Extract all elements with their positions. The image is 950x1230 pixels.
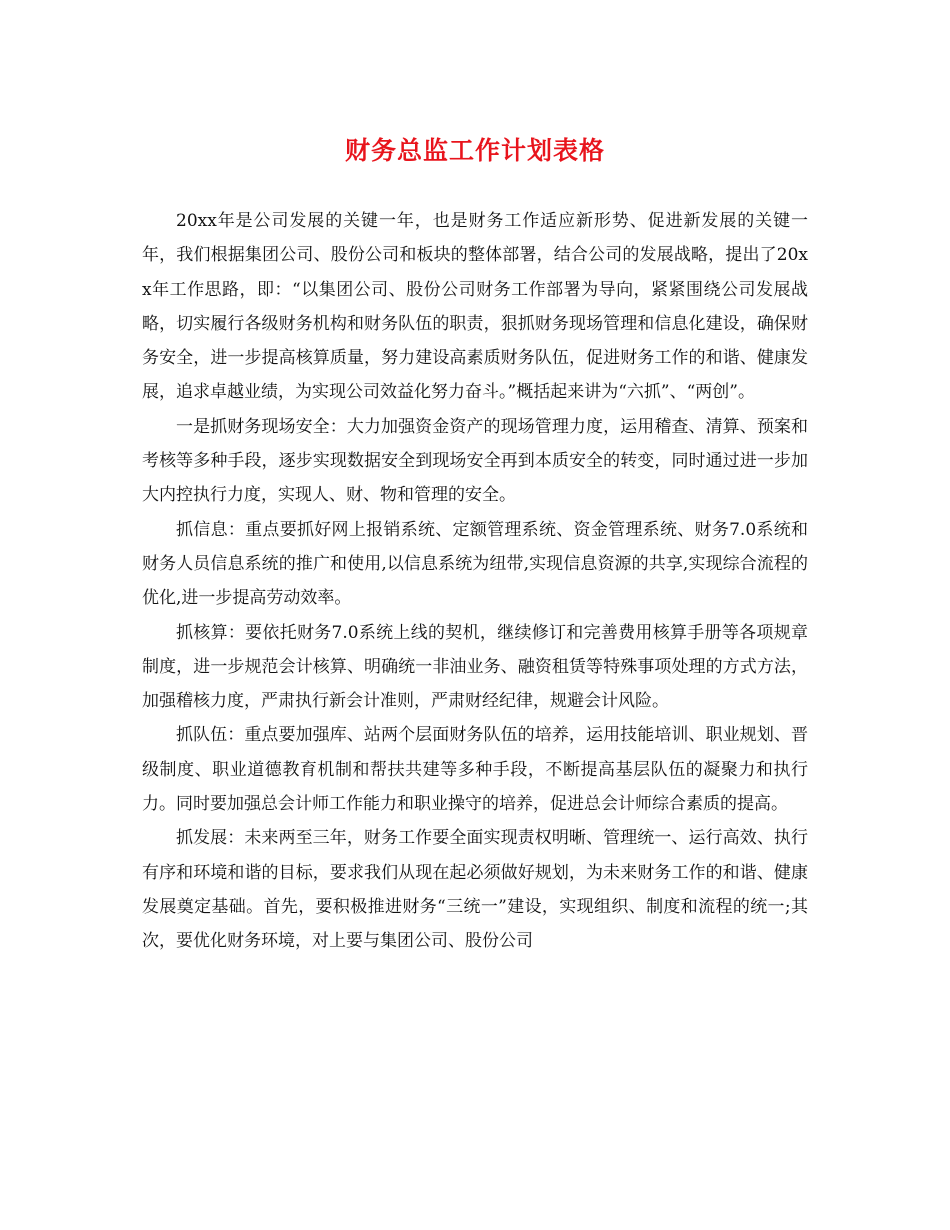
paragraph-team: 抓队伍：重点要加强库、站两个层面财务队伍的培养，运用技能培训、职业规划、晋级制度、职业道德教育机制和帮扶共建等多种手段，不断提高基层队伍的凝聚力和执行力。同时要加强总会计师工作能力和职业操守的培养，促进总会计师综合素质的提高。 xyxy=(142,725,808,815)
paragraph-accounting: 抓核算：要依托财务7.0系统上线的契机，继续修订和完善费用核算手册等各项规章制度，进一步规范会计核算、明确统一非油业务、融资租赁等特殊事项处理的方式方法，加强稽核力度，严肃执行新会计准则，严肃财经纪律，规避会计风险。 xyxy=(142,622,808,712)
document-body xyxy=(142,204,808,959)
paragraph-intro: 20xx年是公司发展的关键一年，也是财务工作适应新形势、促进新发展的关键一年，我们根据集团公司、股份公司和板块的整体部署，结合公司的发展战略，提出了20xx年工作思路，即：“以集团公司、股份公司财务工作部署为导向，紧紧围绕公司发展战略，切实履行各级财务机构和财务队伍的职责，狠抓财务现场管理和信息化建设，确保财务安全，进一步提高核算质量，努力建设高素质财务队伍，促进财务工作的和谐、健康发展，追求卓越业绩，为实现公司效益化努力奋斗。”概括起来讲为“六抓”、“两创”。 xyxy=(142,211,808,403)
paragraph-development: 抓发展：未来两至三年，财务工作要全面实现责权明晰、管理统一、运行高效、执行有序和环境和谐的目标，要求我们从现在起必须做好规划，为未来财务工作的和谐、健康发展奠定基础。首先，要积极推进财务“三统一”建设，实现组织、制度和流程的统一;其次，要优化财务环境，对上要与集团公司、股份公司 xyxy=(142,828,808,952)
paragraph-safety: 一是抓财务现场安全：大力加强资金资产的现场管理力度，运用稽查、清算、预案和考核等多种手段，逐步实现数据安全到现场安全再到本质安全的转变，同时通过进一步加大内控执行力度，实现人、财、物和管理的安全。 xyxy=(142,416,808,506)
document-title: 财务总监工作计划表格 xyxy=(344,136,605,165)
paragraph-information: 抓信息：重点要抓好网上报销系统、定额管理系统、资金管理系统、财务7.0系统和财务人员信息系统的推广和使用,以信息系统为纽带,实现信息资源的共享,实现综合流程的优化,进一步提高劳动效率。 xyxy=(142,519,808,609)
